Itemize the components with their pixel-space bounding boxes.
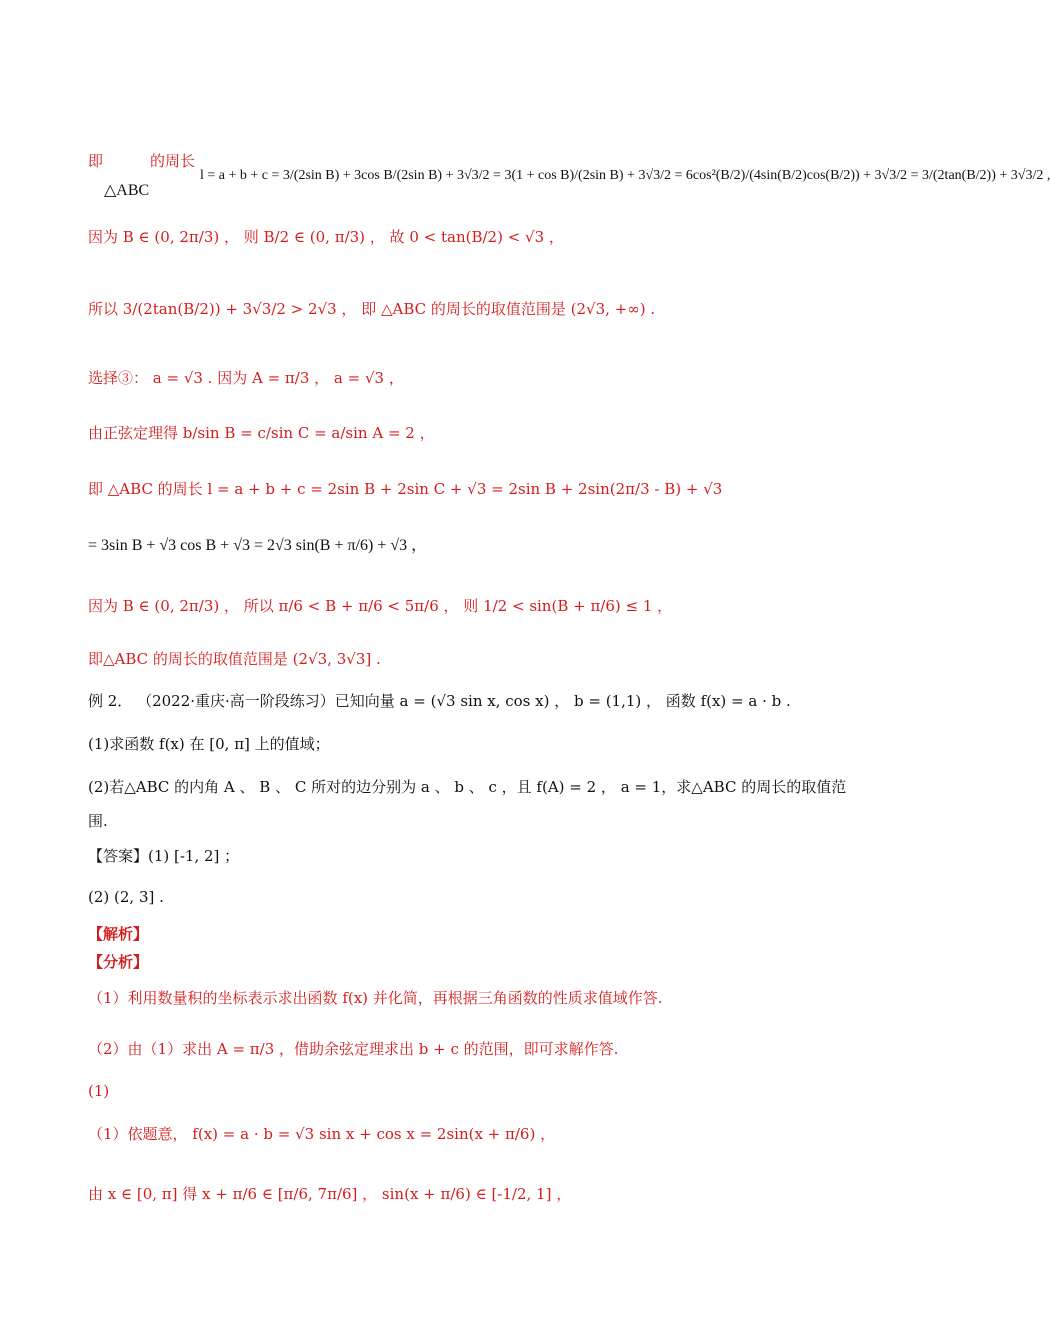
- perimeter-line-3: = 3sin B + √3 cos B + √3 = 2√3 sin(B + π/6) + √3 ，: [88, 537, 428, 554]
- perimeter-formula-1: l = a + b + c = 3/(2sin B) + 3cos B/(2sin B) + 3√3/2 = 3(1 + cos B)/(2sin B) + 3√3/2 = 6cos²(B/2)/(4sin(B/2)cos(B/2)) + 3√3/2 = 3/(2tan(B/2)) + 3√3/2 ,: [200, 168, 1050, 183]
- conclusion-line-1: 所以 3/(2tan(B/2)) + 3√3/2 > 2√3 ， 即 △ABC 的周长的取值范围是 (2√3, +∞) .: [88, 300, 656, 318]
- answer-1: 【答案】(1) [-1, 2] ；: [88, 847, 240, 865]
- analysis-1: （1）利用数量积的坐标表示求出函数 f(x) 并化简，再根据三角函数的性质求值域作答.: [88, 989, 663, 1007]
- question-1: (1)求函数 f(x) 在 [0, π] 上的值域；: [88, 735, 330, 753]
- text-perimeter: 的周长: [150, 152, 196, 170]
- sine-law-line: 由正弦定理得 b/sin B = c/sin C = a/sin A = 2 ，: [88, 424, 435, 442]
- analysis-heading: 【分析】: [88, 953, 149, 971]
- solution-heading: 【解析】: [88, 925, 149, 943]
- text-ji: 即: [88, 152, 104, 170]
- part-1-label: (1): [88, 1082, 110, 1100]
- triangle-abc-label: △ABC: [104, 182, 150, 199]
- range-b-line-2: 因为 B ∈ (0, 2π/3) ， 所以 π/6 < B + π/6 < 5π/6 ， 则 1/2 < sin(B + π/6) ≤ 1 ，: [88, 597, 673, 615]
- example-2-statement: 例 2． （2022·重庆·高一阶段练习）已知向量 a = (√3 sin x, cos x) ， b = (1,1) ， 函数 f(x) = a · b .: [88, 692, 791, 710]
- part-1-derivation: （1）依题意， f(x) = a · b = √3 sin x + cos x = 2sin(x + π/6) ，: [88, 1125, 556, 1143]
- conclusion-line-2: 即△ABC 的周长的取值范围是 (2√3, 3√3] .: [88, 650, 381, 668]
- question-2: (2)若△ABC 的内角 A 、 B 、 C 所对的边分别为 a 、 b 、 c ，且 f(A) = 2 ， a = 1，求△ABC 的周长的取值范: [88, 778, 847, 796]
- part-1-range: 由 x ∈ [0, π] 得 x + π/6 ∈ [π/6, 7π/6] ， sin(x + π/6) ∈ [-1/2, 1] ，: [88, 1185, 572, 1203]
- perimeter-line-2: 即 △ABC 的周长 l = a + b + c = 2sin B + 2sin C + √3 = 2sin B + 2sin(2π/3 - B) + √3: [88, 480, 723, 498]
- range-b-line: 因为 B ∈ (0, 2π/3) ， 则 B/2 ∈ (0, π/3) ， 故 0 < tan(B/2) < √3 ，: [88, 228, 564, 246]
- question-2-cont: 围.: [88, 812, 108, 830]
- choice-3-line: 选择③： a = √3 . 因为 A = π/3 ， a = √3 ，: [88, 369, 404, 387]
- answer-2: (2) (2, 3] .: [88, 888, 164, 906]
- analysis-2: （2）由（1）求出 A = π/3 ，借助余弦定理求出 b + c 的范围，即可求解作答.: [88, 1040, 619, 1058]
